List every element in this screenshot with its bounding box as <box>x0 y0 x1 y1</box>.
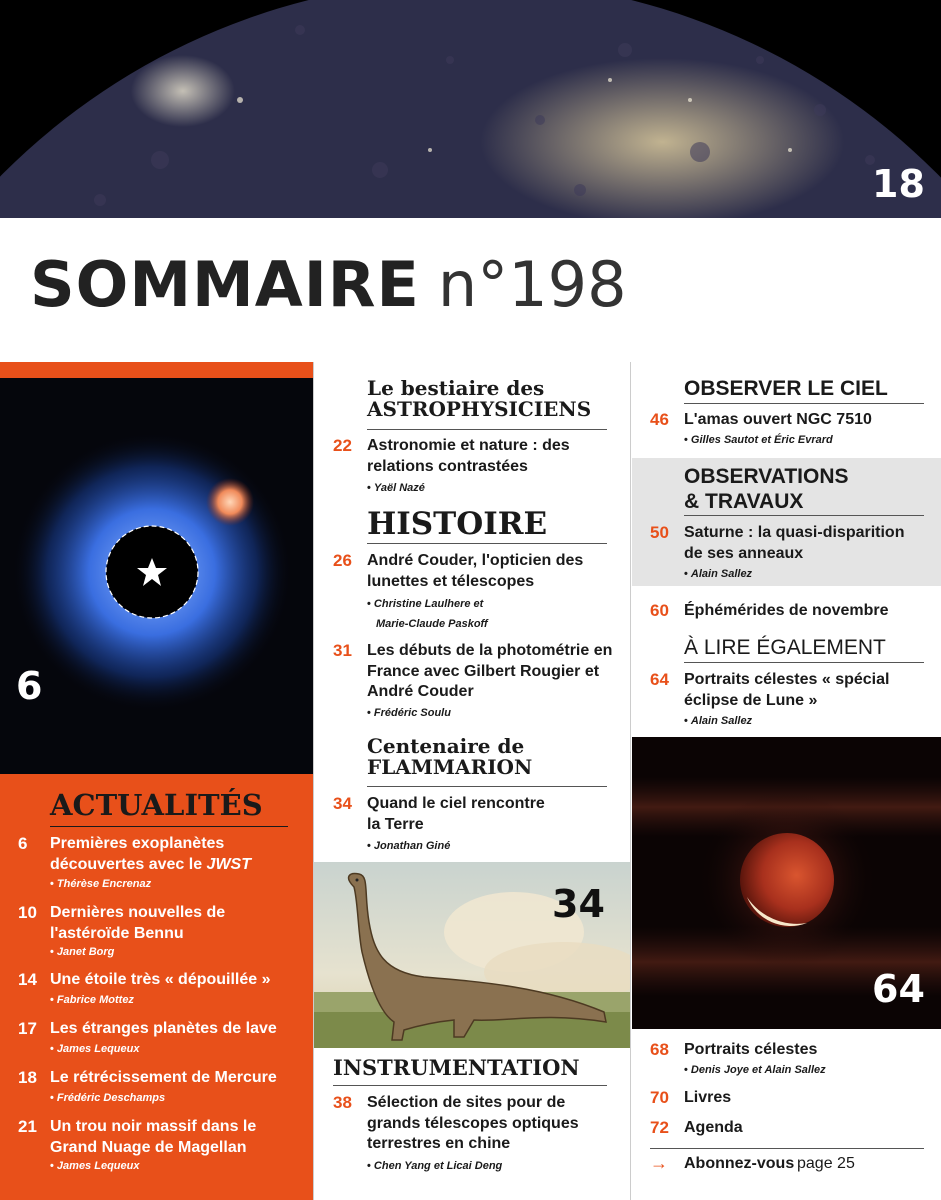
entry-page: 50 <box>650 523 669 542</box>
entry-author: • Frédéric Soulu <box>367 707 451 719</box>
dinosaur-painting <box>314 862 630 1048</box>
photo-page-number: 64 <box>872 967 925 1011</box>
entry-title: Premières exoplanètes découvertes avec le JWST <box>50 835 251 873</box>
entry-page: 34 <box>333 794 352 813</box>
section-title-observations: OBSERVATIONS & TRAVAUX <box>684 465 849 513</box>
photo-page-number: 6 <box>16 664 43 708</box>
section-rule <box>367 429 607 430</box>
section-title-observer: OBSERVER LE CIEL <box>684 377 888 400</box>
entry-page: 14 <box>18 970 37 989</box>
entry-page: 60 <box>650 601 669 620</box>
entry-title: Astronomie et nature : des relations contrastées <box>367 437 570 475</box>
title-main: SOMMAIRE <box>30 248 420 321</box>
subscribe-page: page 25 <box>797 1155 855 1172</box>
lunar-eclipse-photo <box>632 737 941 1029</box>
entry-title: Sélection de sites pour de grands télescopes optiques terrestres en chine <box>367 1094 579 1152</box>
section-title-instrumentation: INSTRUMENTATION <box>333 1055 580 1080</box>
entry-page: 70 <box>650 1088 669 1107</box>
entry-page: 64 <box>650 670 669 689</box>
section-rule <box>367 543 607 544</box>
mercury-illustration <box>0 0 941 218</box>
entry-title: Saturne : la quasi-disparition de ses anneaux <box>684 524 905 562</box>
entry-author-continued: Marie-Claude Paskoff <box>376 618 488 630</box>
entry-title: L'amas ouvert NGC 7510 <box>684 411 872 428</box>
entry-author: • James Lequeux <box>50 1043 139 1055</box>
entry-author: • Alain Sallez <box>684 568 752 580</box>
entry-page: 68 <box>650 1040 669 1059</box>
entry-author: • Alain Sallez <box>684 715 752 727</box>
section-rule <box>650 1148 924 1149</box>
subscribe-label: Abonnez-vous <box>684 1155 795 1172</box>
entry-author: • Thérèse Encrenaz <box>50 878 151 890</box>
entry-page: 17 <box>18 1019 37 1038</box>
entry-page: 38 <box>333 1093 352 1112</box>
entry-author: • Frédéric Deschamps <box>50 1092 165 1104</box>
entry-title: Agenda <box>684 1119 743 1136</box>
entry-title: André Couder, l'opticien des lunettes et télescopes <box>367 552 584 590</box>
entry-author: • Yaël Nazé <box>367 482 425 494</box>
entry-title: Le rétrécissement de Mercure <box>50 1069 277 1086</box>
section-rule <box>684 662 924 663</box>
page-title <box>30 248 627 321</box>
section-title-lire: À LIRE ÉGALEMENT <box>684 636 886 659</box>
entry-page: 10 <box>18 903 37 922</box>
section-rule <box>50 826 288 827</box>
entry-title: Les débuts de la photométrie en France avec Gilbert Rougier et André Couder <box>367 642 613 700</box>
issue-number: n°198 <box>437 248 627 321</box>
section-rule <box>684 515 924 516</box>
entry-author: • Jonathan Giné <box>367 840 450 852</box>
entry-author: • Janet Borg <box>50 946 114 958</box>
section-rule <box>367 786 607 787</box>
entry-page: 18 <box>18 1068 37 1087</box>
entry-page: 72 <box>650 1118 669 1137</box>
section-rule <box>333 1085 607 1086</box>
entry-title: Quand le ciel rencontre la Terre <box>367 795 545 833</box>
photo-page-number: 18 <box>872 162 925 206</box>
entry-title: Éphémérides de novembre <box>684 602 889 619</box>
section-title-actualites: ACTUALITÉS <box>50 788 263 822</box>
section-title-histoire: HISTOIRE <box>367 506 548 542</box>
photo-page-number: 34 <box>552 882 605 926</box>
entry-title: Portraits célestes « spécial éclipse de Lune » <box>684 671 890 709</box>
arrow-right-icon: → <box>650 1153 668 1173</box>
entry-title: Un trou noir massif dans le Grand Nuage de Magellan <box>50 1118 257 1156</box>
entry-title: Livres <box>684 1089 732 1106</box>
entry-author: • Denis Joye et Alain Sallez <box>684 1064 826 1076</box>
mercury-photo <box>0 0 941 218</box>
section-title-bestiaire: Le bestiaire des ASTROPHYSICIENS <box>367 376 592 421</box>
entry-page: 22 <box>333 436 352 455</box>
entry-title: Portraits célestes <box>684 1041 818 1058</box>
entry-title: Une étoile très « dépouillée » <box>50 971 271 988</box>
section-title-centenaire: Centenaire de FLAMMARION <box>367 734 533 779</box>
entry-author: • Fabrice Mottez <box>50 994 134 1006</box>
entry-page: 31 <box>333 641 352 660</box>
entry-page: 6 <box>18 834 28 853</box>
entry-author: • Chen Yang et Licai Deng <box>367 1160 502 1172</box>
entry-author: • James Lequeux <box>50 1160 139 1172</box>
entry-page: 46 <box>650 410 669 429</box>
entry-author: • Christine Laulhere et <box>367 598 483 610</box>
entry-author: • Gilles Sautot et Éric Evrard <box>684 434 833 446</box>
exoplanet-illustration <box>0 378 313 774</box>
entry-title: Dernières nouvelles de l'astéroïde Bennu <box>50 904 226 942</box>
exoplanet-photo <box>0 378 313 774</box>
section-rule <box>684 403 924 404</box>
entry-title: Les étranges planètes de lave <box>50 1020 277 1037</box>
entry-page: 21 <box>18 1117 37 1136</box>
entry-page: 26 <box>333 551 352 570</box>
